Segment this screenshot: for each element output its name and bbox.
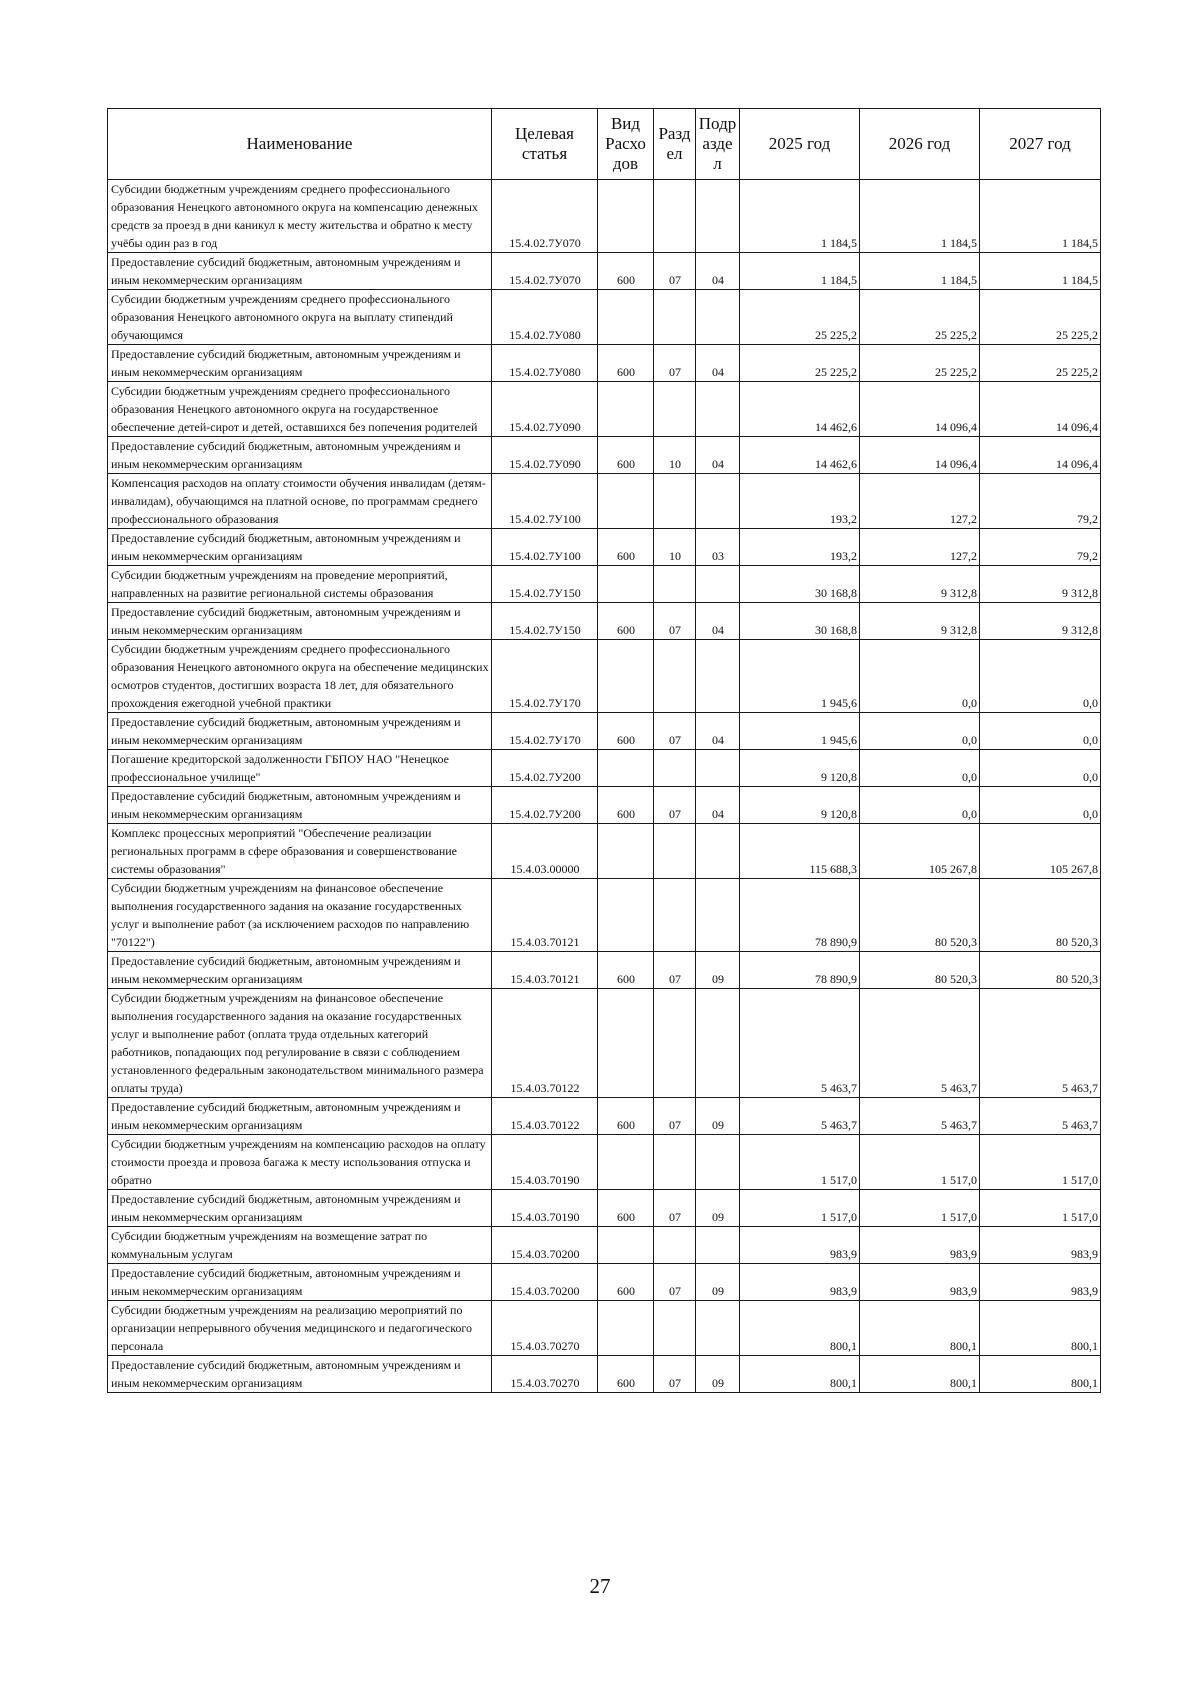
- name-cell: Предоставление субсидий бюджетным, автономным учреждениям и иным некоммерческим организациям: [108, 1190, 492, 1227]
- expense-type-cell: 600: [598, 529, 654, 566]
- amount-2027-cell: 0,0: [980, 713, 1101, 750]
- subsection-cell: [696, 750, 740, 787]
- amount-2026-cell: 127,2: [860, 529, 980, 566]
- expense-type-cell: [598, 1301, 654, 1356]
- name-cell: Субсидии бюджетным учреждениям на компенсацию расходов на оплату стоимости проезда и провоза багажа к месту использования отпуска и обратно: [108, 1135, 492, 1190]
- name-cell: Субсидии бюджетным учреждениям на проведение мероприятий, направленных на развитие региональной системы образования: [108, 566, 492, 603]
- expense-type-cell: 600: [598, 1356, 654, 1393]
- subsection-cell: 09: [696, 1098, 740, 1135]
- expense-type-cell: [598, 474, 654, 529]
- amount-2025-cell: 78 890,9: [740, 952, 860, 989]
- target-article-cell: 15.4.02.7У170: [492, 640, 598, 713]
- amount-2025-cell: 30 168,8: [740, 603, 860, 640]
- subsection-cell: 09: [696, 1264, 740, 1301]
- target-article-cell: 15.4.03.70270: [492, 1356, 598, 1393]
- name-cell: Субсидии бюджетным учреждениям на возмещение затрат по коммунальным услугам: [108, 1227, 492, 1264]
- section-cell: [654, 290, 696, 345]
- amount-2026-cell: 1 517,0: [860, 1190, 980, 1227]
- section-cell: 07: [654, 345, 696, 382]
- amount-2027-cell: 1 184,5: [980, 253, 1101, 290]
- amount-2026-cell: 9 312,8: [860, 566, 980, 603]
- amount-2027-cell: 9 312,8: [980, 603, 1101, 640]
- expense-type-cell: 600: [598, 952, 654, 989]
- section-cell: [654, 1227, 696, 1264]
- subsection-cell: [696, 1301, 740, 1356]
- name-cell: Комплекс процессных мероприятий "Обеспечение реализации региональных программ в сфере образования и совершенствование системы образования": [108, 824, 492, 879]
- amount-2026-cell: 800,1: [860, 1356, 980, 1393]
- section-cell: [654, 474, 696, 529]
- amount-2025-cell: 30 168,8: [740, 566, 860, 603]
- section-cell: [654, 382, 696, 437]
- amount-2027-cell: 0,0: [980, 787, 1101, 824]
- amount-2026-cell: 0,0: [860, 750, 980, 787]
- name-cell: Предоставление субсидий бюджетным, автономным учреждениям и иным некоммерческим организациям: [108, 603, 492, 640]
- amount-2027-cell: 14 096,4: [980, 382, 1101, 437]
- expense-type-cell: [598, 824, 654, 879]
- amount-2025-cell: 1 945,6: [740, 713, 860, 750]
- section-cell: 07: [654, 713, 696, 750]
- target-article-cell: 15.4.02.7У090: [492, 437, 598, 474]
- amount-2025-cell: 9 120,8: [740, 787, 860, 824]
- name-cell: Субсидии бюджетным учреждениям на финансовое обеспечение выполнения государственного задания на оказание государственных услуг и выполнение работ (оплата труда отдельных категорий работников, попадающих под регулирование в связи с соблюдением установленного федеральным законодательством минимального размера оплаты труда): [108, 989, 492, 1098]
- subsection-cell: 04: [696, 253, 740, 290]
- expense-type-cell: [598, 180, 654, 253]
- page-number: 27: [589, 1574, 611, 1598]
- target-article-cell: 15.4.02.7У080: [492, 290, 598, 345]
- section-cell: 07: [654, 1190, 696, 1227]
- section-cell: [654, 640, 696, 713]
- amount-2027-cell: 1 517,0: [980, 1190, 1101, 1227]
- subsection-cell: [696, 1227, 740, 1264]
- name-cell: Предоставление субсидий бюджетным, автономным учреждениям и иным некоммерческим организациям: [108, 1356, 492, 1393]
- amount-2027-cell: 14 096,4: [980, 437, 1101, 474]
- amount-2025-cell: 25 225,2: [740, 290, 860, 345]
- table-row: [108, 437, 1101, 474]
- amount-2025-cell: 9 120,8: [740, 750, 860, 787]
- name-cell: Предоставление субсидий бюджетным, автономным учреждениям и иным некоммерческим организациям: [108, 1264, 492, 1301]
- target-article-cell: 15.4.03.70190: [492, 1190, 598, 1227]
- amount-2026-cell: 0,0: [860, 787, 980, 824]
- section-cell: 07: [654, 1356, 696, 1393]
- amount-2026-cell: 5 463,7: [860, 1098, 980, 1135]
- expense-type-cell: 600: [598, 345, 654, 382]
- section-cell: 07: [654, 1098, 696, 1135]
- section-cell: 07: [654, 787, 696, 824]
- name-cell: Субсидии бюджетным учреждениям на финансовое обеспечение выполнения государственного задания на оказание государственных услуг и выполнение работ (за исключением расходов по направлению "70122"): [108, 879, 492, 952]
- amount-2026-cell: 14 096,4: [860, 437, 980, 474]
- expense-type-cell: [598, 640, 654, 713]
- target-article-cell: 15.4.03.70190: [492, 1135, 598, 1190]
- amount-2027-cell: 79,2: [980, 529, 1101, 566]
- amount-2027-cell: 0,0: [980, 640, 1101, 713]
- amount-2026-cell: 105 267,8: [860, 824, 980, 879]
- header-year-2025: 2025 год: [740, 109, 860, 180]
- table-row: [108, 529, 1101, 566]
- table-row: [108, 1135, 1101, 1190]
- amount-2027-cell: 0,0: [980, 750, 1101, 787]
- target-article-cell: 15.4.02.7У170: [492, 713, 598, 750]
- amount-2027-cell: 800,1: [980, 1356, 1101, 1393]
- amount-2025-cell: 5 463,7: [740, 989, 860, 1098]
- target-article-cell: 15.4.02.7У200: [492, 787, 598, 824]
- expense-type-cell: [598, 989, 654, 1098]
- subsection-cell: [696, 474, 740, 529]
- target-article-cell: 15.4.03.70200: [492, 1264, 598, 1301]
- amount-2026-cell: 25 225,2: [860, 345, 980, 382]
- target-article-cell: 15.4.03.70121: [492, 952, 598, 989]
- section-cell: [654, 566, 696, 603]
- target-article-cell: 15.4.03.00000: [492, 824, 598, 879]
- target-article-cell: 15.4.03.70200: [492, 1227, 598, 1264]
- amount-2027-cell: 983,9: [980, 1264, 1101, 1301]
- section-cell: 07: [654, 603, 696, 640]
- expense-type-cell: 600: [598, 437, 654, 474]
- table-body: [108, 180, 1101, 1393]
- amount-2026-cell: 14 096,4: [860, 382, 980, 437]
- target-article-cell: 15.4.02.7У150: [492, 566, 598, 603]
- amount-2025-cell: 14 462,6: [740, 382, 860, 437]
- name-cell: Предоставление субсидий бюджетным, автономным учреждениям и иным некоммерческим организациям: [108, 1098, 492, 1135]
- target-article-cell: 15.4.03.70270: [492, 1301, 598, 1356]
- table-row: [108, 1264, 1101, 1301]
- name-cell: Предоставление субсидий бюджетным, автономным учреждениям и иным некоммерческим организациям: [108, 952, 492, 989]
- section-cell: 07: [654, 1264, 696, 1301]
- table-row: [108, 474, 1101, 529]
- target-article-cell: 15.4.02.7У070: [492, 253, 598, 290]
- section-cell: [654, 750, 696, 787]
- amount-2026-cell: 1 184,5: [860, 253, 980, 290]
- target-article-cell: 15.4.02.7У090: [492, 382, 598, 437]
- expense-type-cell: [598, 1227, 654, 1264]
- section-cell: [654, 989, 696, 1098]
- subsection-cell: [696, 180, 740, 253]
- table-row: [108, 566, 1101, 603]
- subsection-cell: [696, 382, 740, 437]
- amount-2027-cell: 79,2: [980, 474, 1101, 529]
- expense-type-cell: 600: [598, 253, 654, 290]
- amount-2026-cell: 1 184,5: [860, 180, 980, 253]
- section-cell: 10: [654, 437, 696, 474]
- table-row: [108, 713, 1101, 750]
- header-expense-type: Вид Расхо дов: [598, 109, 654, 180]
- amount-2026-cell: 983,9: [860, 1264, 980, 1301]
- name-cell: Субсидии бюджетным учреждениям среднего профессионального образования Ненецкого автономного округа на выплату стипендий обучающимся: [108, 290, 492, 345]
- name-cell: Погашение кредиторской задолженности ГБПОУ НАО "Ненецкое профессиональное училище": [108, 750, 492, 787]
- amount-2025-cell: 1 184,5: [740, 253, 860, 290]
- subsection-cell: 04: [696, 603, 740, 640]
- table-row: [108, 824, 1101, 879]
- expense-type-cell: 600: [598, 713, 654, 750]
- amount-2027-cell: 983,9: [980, 1227, 1101, 1264]
- subsection-cell: [696, 1135, 740, 1190]
- subsection-cell: 09: [696, 1190, 740, 1227]
- expense-type-cell: 600: [598, 1098, 654, 1135]
- table-row: [108, 750, 1101, 787]
- amount-2027-cell: 25 225,2: [980, 345, 1101, 382]
- target-article-cell: 15.4.02.7У150: [492, 603, 598, 640]
- section-cell: [654, 1301, 696, 1356]
- subsection-cell: [696, 640, 740, 713]
- amount-2025-cell: 193,2: [740, 529, 860, 566]
- expense-type-cell: 600: [598, 1190, 654, 1227]
- amount-2025-cell: 5 463,7: [740, 1098, 860, 1135]
- amount-2026-cell: 80 520,3: [860, 879, 980, 952]
- section-cell: [654, 879, 696, 952]
- subsection-cell: 04: [696, 437, 740, 474]
- subsection-cell: 04: [696, 787, 740, 824]
- amount-2027-cell: 105 267,8: [980, 824, 1101, 879]
- table-row: [108, 879, 1101, 952]
- header-year-2026: 2026 год: [860, 109, 980, 180]
- name-cell: Предоставление субсидий бюджетным, автономным учреждениям и иным некоммерческим организациям: [108, 787, 492, 824]
- amount-2025-cell: 193,2: [740, 474, 860, 529]
- target-article-cell: 15.4.02.7У100: [492, 474, 598, 529]
- amount-2025-cell: 983,9: [740, 1227, 860, 1264]
- name-cell: Предоставление субсидий бюджетным, автономным учреждениям и иным некоммерческим организациям: [108, 345, 492, 382]
- header-target-article: Целевая статья: [492, 109, 598, 180]
- name-cell: Субсидии бюджетным учреждениям на реализацию мероприятий по организации непрерывного обучения медицинского и педагогического персонала: [108, 1301, 492, 1356]
- budget-table: [107, 108, 1101, 1393]
- amount-2027-cell: 9 312,8: [980, 566, 1101, 603]
- amount-2026-cell: 983,9: [860, 1227, 980, 1264]
- name-cell: Субсидии бюджетным учреждениям среднего профессионального образования Ненецкого автономного округа на обеспечение медицинских осмотров студентов, достигших возраста 18 лет, для обязательного прохождения ежегодной учебной практики: [108, 640, 492, 713]
- subsection-cell: [696, 879, 740, 952]
- amount-2027-cell: 25 225,2: [980, 290, 1101, 345]
- target-article-cell: 15.4.02.7У200: [492, 750, 598, 787]
- amount-2025-cell: 115 688,3: [740, 824, 860, 879]
- table-row: [108, 1301, 1101, 1356]
- table-row: [108, 989, 1101, 1098]
- amount-2025-cell: 1 517,0: [740, 1135, 860, 1190]
- subsection-cell: 09: [696, 952, 740, 989]
- amount-2025-cell: 25 225,2: [740, 345, 860, 382]
- expense-type-cell: [598, 750, 654, 787]
- section-cell: 07: [654, 253, 696, 290]
- expense-type-cell: 600: [598, 787, 654, 824]
- target-article-cell: 15.4.03.70121: [492, 879, 598, 952]
- amount-2026-cell: 5 463,7: [860, 989, 980, 1098]
- subsection-cell: 03: [696, 529, 740, 566]
- amount-2026-cell: 800,1: [860, 1301, 980, 1356]
- table-row: [108, 382, 1101, 437]
- header-name: Наименование: [108, 109, 492, 180]
- amount-2027-cell: 5 463,7: [980, 989, 1101, 1098]
- amount-2025-cell: 78 890,9: [740, 879, 860, 952]
- name-cell: Предоставление субсидий бюджетным, автономным учреждениям и иным некоммерческим организациям: [108, 437, 492, 474]
- subsection-cell: 04: [696, 713, 740, 750]
- name-cell: Предоставление субсидий бюджетным, автономным учреждениям и иным некоммерческим организациям: [108, 253, 492, 290]
- header-year-2027: 2027 год: [980, 109, 1101, 180]
- subsection-cell: 04: [696, 345, 740, 382]
- amount-2027-cell: 1 517,0: [980, 1135, 1101, 1190]
- subsection-cell: [696, 566, 740, 603]
- expense-type-cell: [598, 1135, 654, 1190]
- table-row: [108, 787, 1101, 824]
- table-row: [108, 1356, 1101, 1393]
- table-row: [108, 253, 1101, 290]
- target-article-cell: 15.4.02.7У070: [492, 180, 598, 253]
- amount-2026-cell: 9 312,8: [860, 603, 980, 640]
- expense-type-cell: 600: [598, 1264, 654, 1301]
- amount-2026-cell: 0,0: [860, 713, 980, 750]
- amount-2026-cell: 80 520,3: [860, 952, 980, 989]
- amount-2025-cell: 800,1: [740, 1301, 860, 1356]
- amount-2026-cell: 1 517,0: [860, 1135, 980, 1190]
- name-cell: Субсидии бюджетным учреждениям среднего профессионального образования Ненецкого автономного округа на государственное обеспечение детей-сирот и детей, оставшихся без попечения родителей: [108, 382, 492, 437]
- table-row: [108, 603, 1101, 640]
- section-cell: [654, 1135, 696, 1190]
- header-row: [108, 109, 1101, 180]
- table-row: [108, 640, 1101, 713]
- subsection-cell: [696, 290, 740, 345]
- amount-2027-cell: 80 520,3: [980, 952, 1101, 989]
- table-row: [108, 290, 1101, 345]
- expense-type-cell: [598, 879, 654, 952]
- amount-2025-cell: 1 184,5: [740, 180, 860, 253]
- target-article-cell: 15.4.02.7У100: [492, 529, 598, 566]
- amount-2027-cell: 1 184,5: [980, 180, 1101, 253]
- amount-2027-cell: 800,1: [980, 1301, 1101, 1356]
- table-row: [108, 952, 1101, 989]
- section-cell: 07: [654, 952, 696, 989]
- amount-2026-cell: 25 225,2: [860, 290, 980, 345]
- target-article-cell: 15.4.03.70122: [492, 1098, 598, 1135]
- table-row: [108, 1190, 1101, 1227]
- section-cell: 10: [654, 529, 696, 566]
- expense-type-cell: [598, 290, 654, 345]
- subsection-cell: [696, 989, 740, 1098]
- table-row: [108, 345, 1101, 382]
- amount-2026-cell: 0,0: [860, 640, 980, 713]
- amount-2025-cell: 1 945,6: [740, 640, 860, 713]
- table-row: [108, 1227, 1101, 1264]
- amount-2027-cell: 5 463,7: [980, 1098, 1101, 1135]
- amount-2026-cell: 127,2: [860, 474, 980, 529]
- section-cell: [654, 824, 696, 879]
- table-row: [108, 180, 1101, 253]
- header-section: Разд ел: [654, 109, 696, 180]
- table-row: [108, 1098, 1101, 1135]
- amount-2025-cell: 14 462,6: [740, 437, 860, 474]
- target-article-cell: 15.4.02.7У080: [492, 345, 598, 382]
- expense-type-cell: 600: [598, 603, 654, 640]
- name-cell: Предоставление субсидий бюджетным, автономным учреждениям и иным некоммерческим организациям: [108, 713, 492, 750]
- subsection-cell: 09: [696, 1356, 740, 1393]
- amount-2027-cell: 80 520,3: [980, 879, 1101, 952]
- amount-2025-cell: 800,1: [740, 1356, 860, 1393]
- section-cell: [654, 180, 696, 253]
- header-subsection: Подр азде л: [696, 109, 740, 180]
- name-cell: Субсидии бюджетным учреждениям среднего профессионального образования Ненецкого автономного округа на компенсацию денежных средств за проезд в дни каникул к месту жительства и обратно к месту учёбы один раз в год: [108, 180, 492, 253]
- name-cell: Предоставление субсидий бюджетным, автономным учреждениям и иным некоммерческим организациям: [108, 529, 492, 566]
- expense-type-cell: [598, 566, 654, 603]
- amount-2025-cell: 1 517,0: [740, 1190, 860, 1227]
- subsection-cell: [696, 824, 740, 879]
- name-cell: Компенсация расходов на оплату стоимости обучения инвалидам (детям-инвалидам), обучающимся на платной основе, по программам среднего профессионального образования: [108, 474, 492, 529]
- amount-2025-cell: 983,9: [740, 1264, 860, 1301]
- target-article-cell: 15.4.03.70122: [492, 989, 598, 1098]
- expense-type-cell: [598, 382, 654, 437]
